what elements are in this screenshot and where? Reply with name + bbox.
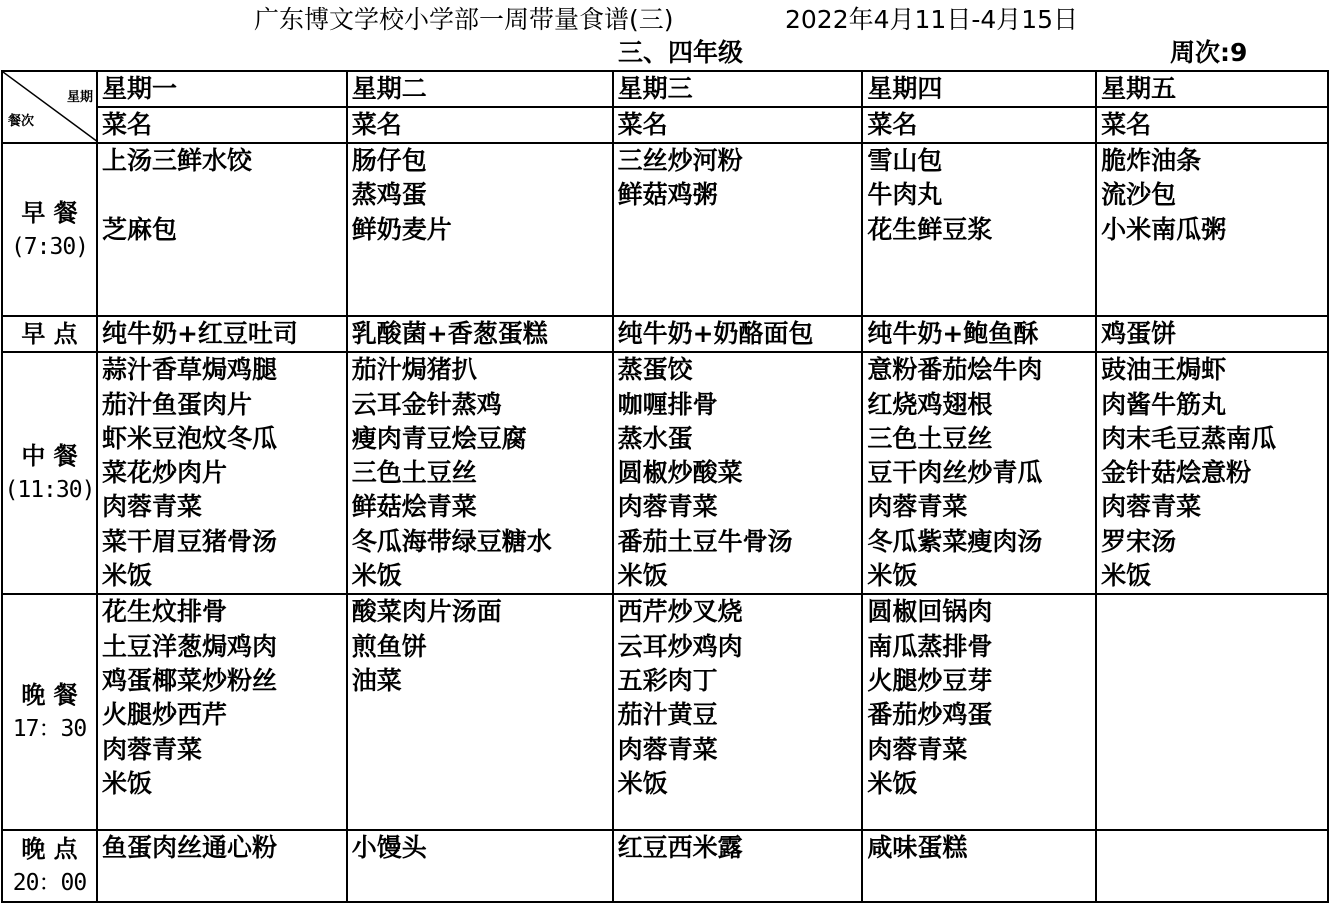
dish-cell-tue [347, 143, 613, 316]
dish-cell-wed [613, 143, 863, 316]
dish-item: 米饭 [101, 561, 152, 591]
dish-item: 肉蓉青菜 [617, 734, 718, 764]
dish-cell-tue [347, 352, 613, 594]
dish-item: 三丝炒河粉 [617, 146, 743, 175]
grade-label: 三、四年级 [618, 38, 744, 67]
dish-item: 五彩肉丁 [617, 665, 718, 695]
dish-item: 鲜菇烩青菜 [351, 492, 477, 522]
day-header-mon: 星期一 [97, 71, 347, 107]
dish-item: 圆椒回锅肉 [867, 597, 993, 627]
meal-row [2, 594, 1328, 830]
meal-row [2, 352, 1328, 594]
dish-item: 金针菇烩意粉 [1101, 458, 1252, 488]
dish-item: 煎鱼饼 [351, 631, 427, 661]
dish-item: 米饭 [1101, 561, 1152, 591]
meal-name: 中 餐 [21, 442, 78, 471]
meal-label [2, 143, 97, 316]
dish-item [102, 178, 346, 212]
dish-item: 菜干眉豆猪骨汤 [101, 526, 277, 556]
meal-rows [2, 143, 1328, 902]
dish-item: 肉蓉青菜 [1101, 492, 1202, 522]
dish-item: 番茄土豆牛骨汤 [617, 526, 793, 556]
dish-item: 纯牛奶+红豆吐司 [101, 319, 298, 348]
dish-cell-tue [347, 830, 613, 902]
dish-header-tue: 菜名 [347, 107, 613, 143]
dish-item: 鲜菇鸡粥 [617, 180, 718, 210]
meal-time: (11:30) [4, 477, 95, 504]
dish-item: 冬瓜紫菜瘦肉汤 [867, 526, 1043, 556]
dish-item: 蒸水蛋 [617, 423, 693, 453]
dish-item: 米饭 [351, 561, 402, 591]
dish-item: 小米南瓜粥 [1101, 214, 1227, 244]
dish-item: 咖喱排骨 [617, 389, 718, 419]
menu-title: 广东博文学校小学部一周带量食谱(三) [254, 5, 674, 34]
dish-item: 米饭 [867, 768, 918, 798]
dish-cell-fri [1096, 316, 1328, 352]
dish-header-thu: 菜名 [862, 107, 1096, 143]
dish-item: 南瓜蒸排骨 [867, 631, 993, 661]
dish-item: 肉蓉青菜 [867, 492, 968, 522]
dish-item: 肉酱牛筋丸 [1101, 389, 1227, 419]
meal-name: 早 餐 [21, 198, 78, 227]
meal-row [2, 143, 1328, 316]
dish-cell-mon [97, 316, 347, 352]
meal-label [2, 316, 97, 352]
dish-item: 纯牛奶+鲍鱼酥 [867, 319, 1039, 348]
dish-cell-wed [613, 594, 863, 830]
dish-item: 瘦肉青豆烩豆腐 [351, 423, 527, 453]
meal-name: 早 点 [21, 320, 78, 349]
dish-item: 红烧鸡翅根 [867, 389, 993, 419]
dish-item: 牛肉丸 [867, 180, 943, 210]
meal-name: 晚 点 [21, 835, 78, 864]
dish-item: 油菜 [351, 665, 402, 695]
day-header-wed: 星期三 [613, 71, 863, 107]
dish-item: 茄汁鱼蛋肉片 [101, 389, 252, 419]
dish-item: 西芹炒叉烧 [617, 597, 743, 627]
dish-item: 蒸蛋饺 [617, 355, 693, 385]
weekly-menu-table [1, 70, 1329, 903]
dish-item: 芝麻包 [101, 214, 177, 244]
dish-item: 米饭 [101, 768, 152, 798]
meal-label [2, 352, 97, 594]
dish-cell-mon [97, 594, 347, 830]
meal-name: 晚 餐 [21, 681, 78, 710]
dish-cell-wed [613, 830, 863, 902]
dish-header-row [2, 107, 1328, 143]
dish-item: 肉蓉青菜 [617, 492, 718, 522]
dish-cell-wed [613, 316, 863, 352]
dish-cell-thu [862, 594, 1096, 830]
dish-item: 米饭 [867, 561, 918, 591]
dish-item: 茄汁焗猪扒 [351, 355, 477, 385]
day-header-row [2, 71, 1328, 107]
title-bar [0, 3, 1329, 39]
dish-item: 肉末毛豆蒸南瓜 [1101, 423, 1277, 453]
dish-cell-thu [862, 830, 1096, 902]
corner-diagonal [3, 72, 97, 142]
dish-item: 米饭 [617, 561, 668, 591]
dish-item: 火腿炒豆芽 [867, 665, 993, 695]
corner-weekday-label: 星期 [66, 90, 93, 105]
dish-item: 肉蓉青菜 [101, 492, 202, 522]
date-range: 2022年4月11日-4月15日 [785, 5, 1079, 34]
dish-item: 番茄炒鸡蛋 [867, 700, 993, 730]
dish-cell-thu [862, 316, 1096, 352]
dish-item: 土豆洋葱焗鸡肉 [101, 631, 277, 661]
meal-time: 17：30 [12, 716, 87, 743]
dish-item: 豆干肉丝炒青瓜 [867, 458, 1043, 488]
dish-item: 酸菜肉片汤面 [351, 597, 502, 627]
dish-item: 云耳炒鸡肉 [617, 631, 743, 661]
dish-cell-tue [347, 594, 613, 830]
dish-item: 三色土豆丝 [351, 458, 477, 488]
dish-item: 意粉番茄烩牛肉 [867, 355, 1043, 385]
dish-item: 肉蓉青菜 [867, 734, 968, 764]
dish-cell-wed [613, 352, 863, 594]
dish-item: 蒸鸡蛋 [351, 180, 427, 210]
dish-item: 圆椒炒酸菜 [617, 458, 743, 488]
meal-row [2, 830, 1328, 902]
corner-header [2, 71, 97, 143]
dish-cell-thu [862, 143, 1096, 316]
meal-label [2, 594, 97, 830]
dish-item: 花生炆排骨 [101, 597, 227, 627]
dish-cell-thu [862, 352, 1096, 594]
dish-header-wed: 菜名 [613, 107, 863, 143]
dish-item: 三色土豆丝 [867, 423, 993, 453]
dish-item: 鲜奶麦片 [351, 214, 452, 244]
dish-item: 菜花炒肉片 [101, 458, 227, 488]
dish-cell-fri [1096, 594, 1328, 830]
dish-cell-fri [1096, 830, 1328, 902]
dish-item: 纯牛奶+奶酪面包 [617, 319, 814, 348]
dish-item: 茄汁黄豆 [617, 700, 718, 730]
dish-cell-fri [1096, 352, 1328, 594]
meal-time: (7:30) [10, 233, 89, 260]
dish-item: 云耳金针蒸鸡 [351, 389, 502, 419]
week-number: 周次:9 [1170, 38, 1248, 67]
dish-item: 红豆西米露 [617, 833, 743, 863]
dish-item: 咸味蛋糕 [867, 833, 968, 863]
dish-item: 罗宋汤 [1101, 526, 1177, 556]
dish-item: 雪山包 [867, 146, 943, 175]
dish-cell-mon [97, 143, 347, 316]
dish-header-fri: 菜名 [1096, 107, 1328, 143]
dish-item: 花生鲜豆浆 [867, 214, 993, 244]
dish-cell-mon [97, 352, 347, 594]
dish-item: 鱼蛋肉丝通心粉 [101, 833, 277, 863]
dish-item: 蒜汁香草焗鸡腿 [101, 355, 277, 385]
meal-time: 20：00 [12, 870, 87, 897]
dish-cell-tue [347, 316, 613, 352]
dish-item: 脆炸油条 [1101, 146, 1202, 175]
dish-item: 豉油王焗虾 [1101, 355, 1227, 385]
day-header-thu: 星期四 [862, 71, 1096, 107]
dish-item: 虾米豆泡炆冬瓜 [101, 423, 277, 453]
dish-item: 肠仔包 [351, 146, 427, 175]
dish-item: 乳酸菌+香葱蛋糕 [351, 319, 548, 348]
day-header-fri: 星期五 [1096, 71, 1328, 107]
corner-meal-label: 餐次 [8, 114, 35, 129]
day-header-tue: 星期二 [347, 71, 613, 107]
dish-cell-mon [97, 830, 347, 902]
dish-item: 流沙包 [1101, 180, 1177, 210]
dish-item: 鸡蛋饼 [1101, 319, 1177, 348]
dish-cell-fri [1096, 143, 1328, 316]
dish-item: 米饭 [617, 768, 668, 798]
dish-item: 火腿炒西芹 [101, 700, 227, 730]
dish-item: 冬瓜海带绿豆糖水 [351, 526, 552, 556]
dish-item: 上汤三鲜水饺 [101, 146, 252, 175]
dish-item: 肉蓉青菜 [101, 734, 202, 764]
meal-row [2, 316, 1328, 352]
dish-item: 小馒头 [351, 833, 427, 863]
dish-item: 鸡蛋椰菜炒粉丝 [101, 665, 277, 695]
dish-header-mon: 菜名 [97, 107, 347, 143]
meal-label [2, 830, 97, 902]
